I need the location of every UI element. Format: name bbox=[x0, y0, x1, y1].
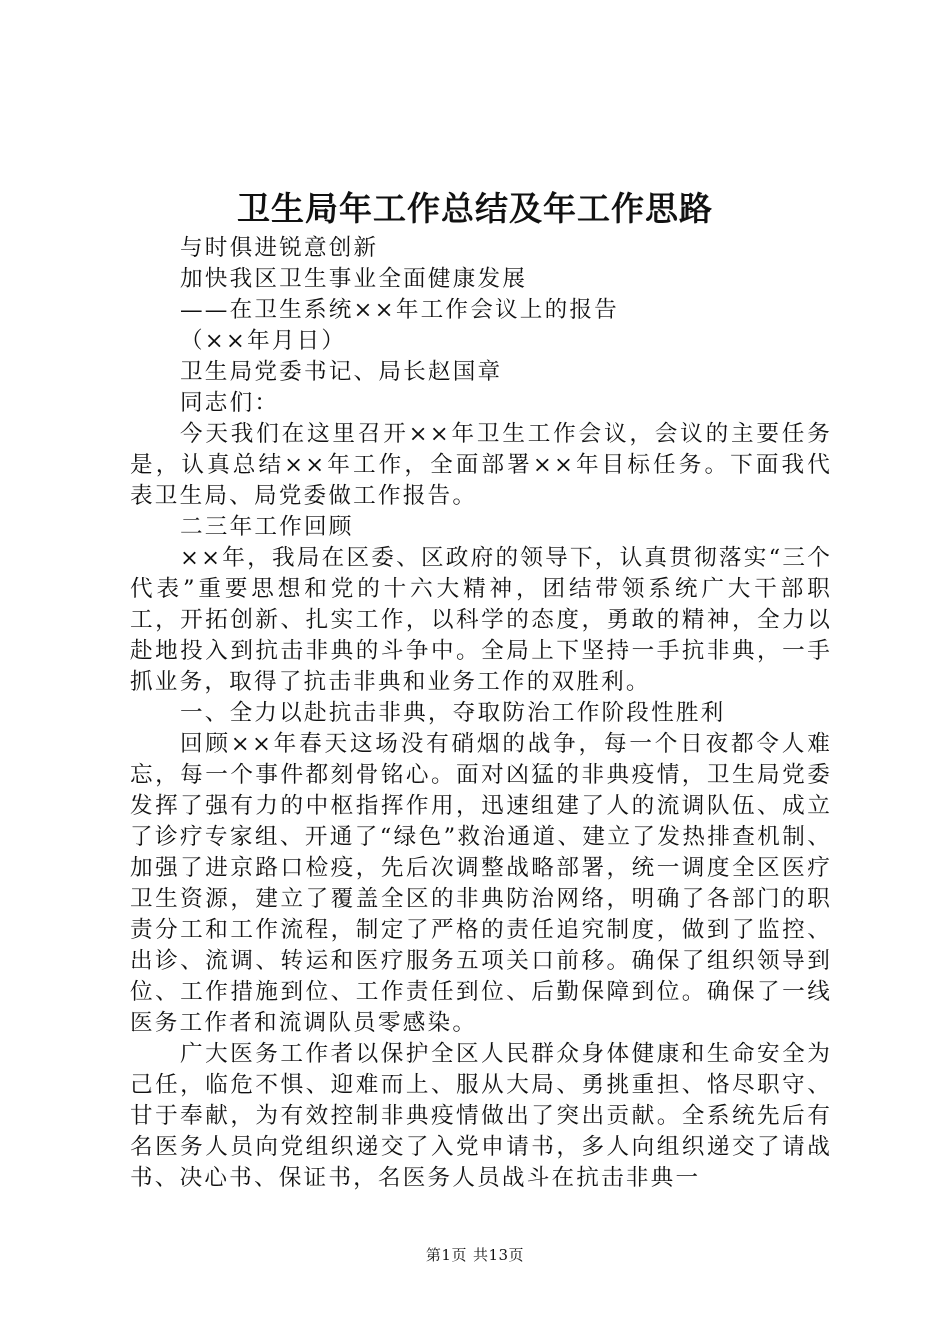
salutation: 同志们： bbox=[180, 390, 280, 416]
body-paragraph: ××年，我局在区委、区政府的领导下，认真贯彻落实“三个代表”重要思想和党的十六大精神，团结带领系统广大干部职工，开拓创新、扎实工作，以科学的态度，勇敢的精神，全力以赴地投入到抗击非典的斗争中。全局上下坚持一手抗非典，一手抓业务，取得了抗击非典和业务工作的双胜利。 bbox=[130, 545, 832, 695]
body-paragraph: 今天我们在这里召开××年卫生工作会议，会议的主要任务是，认真总结××年工作，全面部署××年目标任务。下面我代表卫生局、局党委做工作报告。 bbox=[130, 421, 832, 509]
page-footer bbox=[0, 1244, 950, 1265]
report-date: （××年月日） bbox=[180, 328, 347, 354]
report-occasion: ——在卫生系统××年工作会议上的报告 bbox=[180, 297, 619, 323]
section-heading: 二三年工作回顾 bbox=[180, 514, 354, 540]
page-total: 共13页 bbox=[472, 1246, 525, 1264]
body-paragraph: 回顾××年春天这场没有硝烟的战争，每一个日夜都令人难忘，每一个事件都刻骨铭心。面对凶猛的非典疫情，卫生局党委发挥了强有力的中枢指挥作用，迅速组建了人的流调队伍、成立了诊疗专家组、开通了“绿色”救治通道、建立了发热排查机制、加强了进京路口检疫，先后次调整战略部署，统一调度全区医疗卫生资源，建立了覆盖全区的非典防治网络，明确了各部门的职责分工和工作流程，制定了严格的责任追究制度，做到了监控、出诊、流调、转运和医疗服务五项关口前移。确保了组织领导到位、工作措施到位、工作责任到位、后勤保障到位。确保了一线医务工作者和流调队员零感染。 bbox=[130, 731, 832, 1036]
subtitle-line-1: 与时俱进锐意创新 bbox=[180, 235, 379, 261]
section-heading: 一、全力以赴抗击非典，夺取防治工作阶段性胜利 bbox=[180, 700, 726, 726]
subtitle-line-2: 加快我区卫生事业全面健康发展 bbox=[180, 266, 528, 292]
body-paragraph: 广大医务工作者以保护全区人民群众身体健康和生命安全为己任，临危不惧、迎难而上、服从大局、勇挑重担、恪尽职守、甘于奉献，为有效控制非典疫情做出了突出贡献。全系统先后有名医务人员向党组织递交了入党申请书，多人向组织递交了请战书、决心书、保证书，名医务人员战斗在抗击非典一 bbox=[130, 1041, 832, 1191]
report-author: 卫生局党委书记、局长赵国章 bbox=[180, 359, 503, 385]
document-title: 卫生局年工作总结及年工作思路 bbox=[237, 189, 713, 228]
document-body bbox=[130, 233, 832, 1194]
page-number: 第1页 bbox=[425, 1246, 467, 1264]
